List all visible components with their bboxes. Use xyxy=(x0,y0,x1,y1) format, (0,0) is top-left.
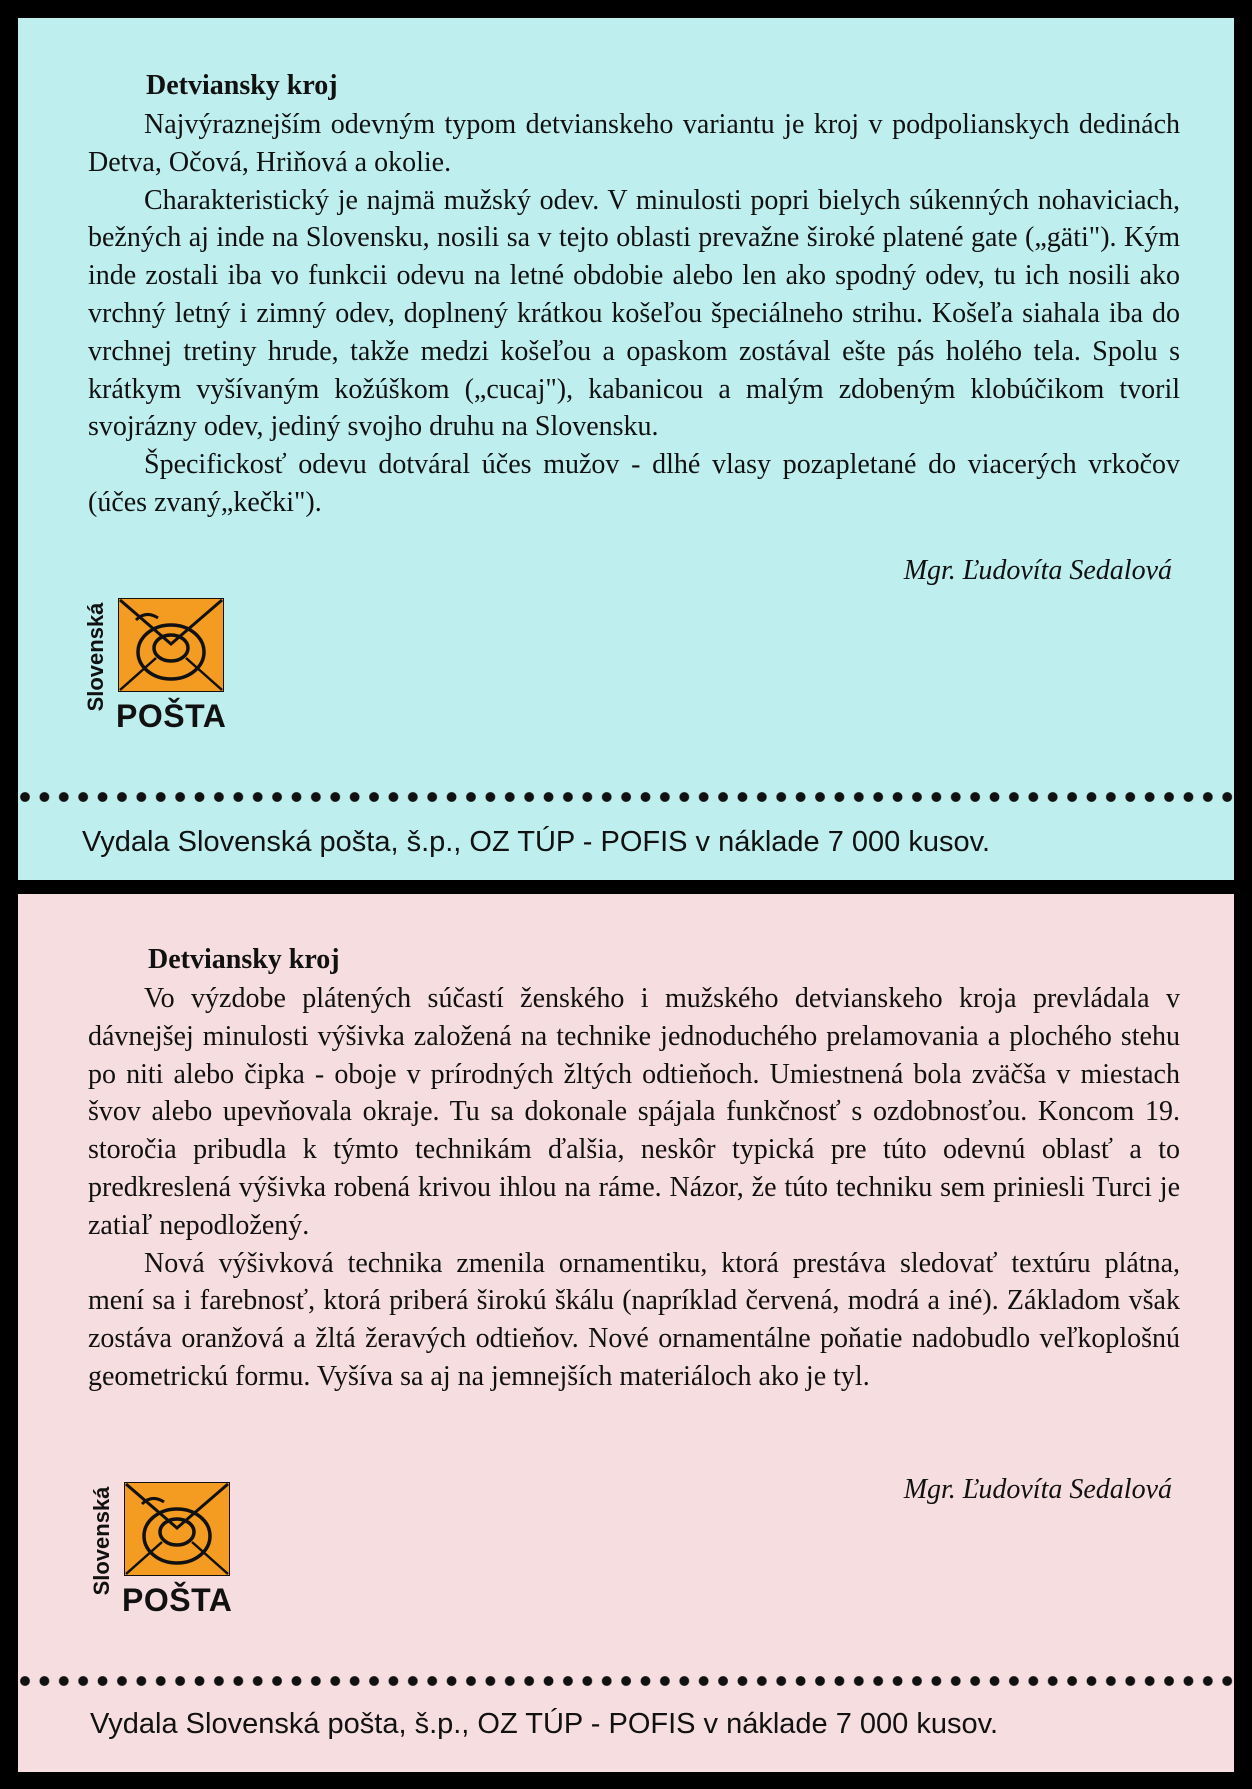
posthorn-icon xyxy=(124,1482,230,1576)
card-body xyxy=(88,106,1180,522)
paragraph: Charakteristický je najmä mužský odev. V minulosti popri bielych súkenných nohaviciach, bežných aj inde na Slovensku, nosili sa v tejto oblasti prevažne široké platené gate („gäti"). Kým inde zostali iba vo funkcii odevu na letné obdobie alebo len ako spodný odev, tu ich nosili ako vrchný letný i zimný odev, doplnený krátkou košeľou špeciálneho strihu. Košeľa siahala iba do vrchnej tretiny hrude, takže medzi košeľou a opaskom zostával ešte pás holého tela. Spolu s krátkym vyšívaným kožúškom („cucaj"), kabanicou a malým zdobeným klobúčikom tvoril svojrázny odev, jediný svojho druhu na Slovensku. xyxy=(88,184,1180,443)
paragraph: Najvýraznejším odevným typom detvianskeho variantu je kroj v podpolianskych dedinách Detva, Očová, Hriňová a okolie. xyxy=(88,109,1180,178)
slovenska-posta-logo xyxy=(88,1482,258,1632)
slovenska-posta-logo xyxy=(82,598,252,748)
logo-vertical-text: Slovenská xyxy=(89,1486,114,1596)
paragraph: Nová výšivková technika zmenila ornamentiku, ktorá prestáva sledovať textúru plátna, mení sa i farebnosť, ktorá priberá širokú škálu (napríklad červená, modrá a iné). Základom však zostáva oranžová a žltá žeravých odtieňov. Nové ornamentálne poňatie nadobudlo veľkoplošnú geometrickú formu. Vyšíva sa aj na jemnejších materiáloch ako je tyl. xyxy=(88,1247,1180,1392)
card-title: Detviansky kroj xyxy=(148,944,340,975)
paragraph: Vo výzdobe plátených súčastí ženského i mužského detvianskeho kroja prevládala v dávnejšej minulosti výšivka založená na technike jednoduchého prelamovania a plochého stehu po niti alebo čipka - oboje v prírodných žltých odtieňoch. Umiestnená bola zväčša v miestach švov alebo upevňovala okraje. Tu sa dokonale spájala funkčnosť s ozdobnosťou. Koncom 19. storočia pribudla k týmto technikám ďalšia, neskôr typická pre túto odevnú oblasť a to predkreslená výšivka robená krivou ihlou na ráme. Názor, že túto techniku sem priniesli Turci je zatiaľ nepodložený. xyxy=(88,983,1180,1241)
booklet-card-top xyxy=(18,18,1234,880)
posthorn-icon xyxy=(118,598,224,692)
author-signature: Mgr. Ľudovíta Sedalová xyxy=(903,1474,1172,1505)
card-title: Detviansky kroj xyxy=(146,70,338,101)
publisher-footer: Vydala Slovenská pošta, š.p., OZ TÚP - POFIS v náklade 7 000 kusov. xyxy=(82,826,991,858)
perforation-dots xyxy=(18,790,1234,804)
booklet-card-bottom xyxy=(18,894,1234,1772)
author-signature: Mgr. Ľudovíta Sedalová xyxy=(903,555,1172,586)
paragraph: Špecifickosť odevu dotváral účes mužov - dlhé vlasy pozapletané do viacerých vrkočov (účes zvaný„kečki"). xyxy=(88,449,1180,518)
publisher-footer: Vydala Slovenská pošta, š.p., OZ TÚP - POFIS v náklade 7 000 kusov. xyxy=(90,1708,999,1740)
card-body xyxy=(88,980,1180,1396)
perforation-dots xyxy=(18,1674,1234,1688)
logo-posta-text: POŠTA xyxy=(122,1582,233,1618)
logo-vertical-text: Slovenská xyxy=(83,602,108,712)
logo-posta-text: POŠTA xyxy=(116,698,227,734)
